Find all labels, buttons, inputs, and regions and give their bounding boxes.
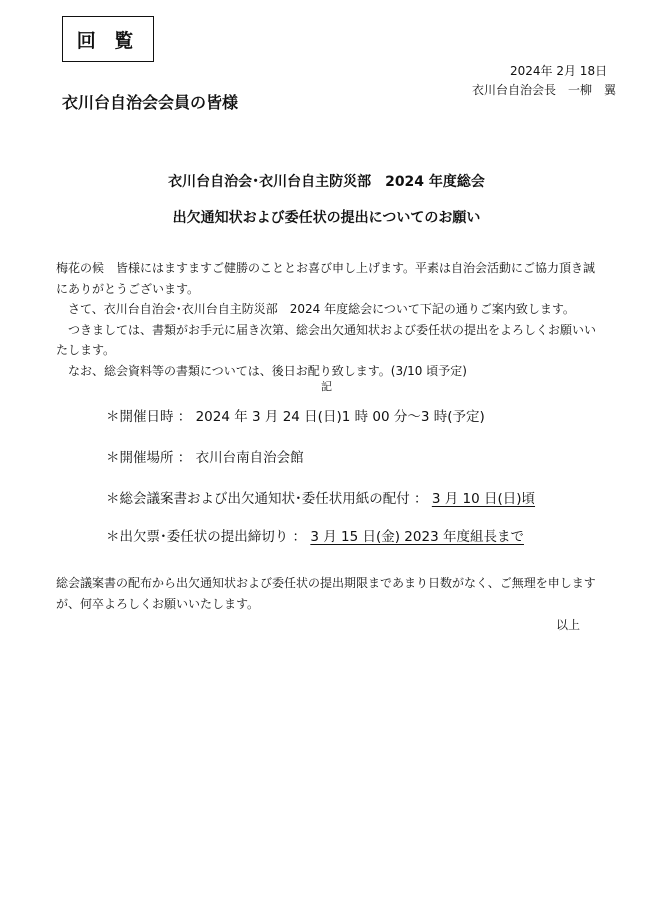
circulation-stamp [62, 16, 154, 62]
circulation-label: 回 覧 [76, 29, 140, 52]
notice-title-line2: 出欠通知状および委任状の提出についてのお願い [172, 210, 481, 226]
item-label: ＊出欠票･委任状の提出締切り [106, 529, 289, 545]
end-mark: 以上 [556, 618, 581, 632]
item-separator: ： [173, 450, 196, 466]
body-paragraph-materials: なお、総会資料等の書類については、後日お配り致します。(3/10 頃予定) [68, 363, 467, 378]
closing-paragraph [56, 573, 596, 615]
document-date: 2024年 2月 18日 [510, 64, 608, 78]
item-separator: ： [409, 491, 432, 507]
item-label: ＊開催場所 [106, 450, 174, 466]
item-value: 衣川台南自治会館 [195, 450, 304, 466]
ki-heading: 記 [321, 380, 332, 393]
body-paragraph-greeting: 梅花の候 皆様にはますますご健勝のこととお喜び申し上げます。平素は自治会活動にご協力頂き誠にありがとうございます。 [56, 261, 596, 296]
item-value: 3 月 10 日(日)頃 [431, 491, 536, 507]
item-value: 3 月 15 日(金) 2023 年度組長まで [310, 529, 524, 545]
item-label: ＊開催日時 [106, 409, 174, 425]
body-text [56, 258, 596, 381]
item-meeting-datetime [106, 405, 485, 425]
item-label: ＊総会議案書および出欠通知状･委任状用紙の配付 [106, 491, 410, 507]
item-separator: ： [288, 529, 311, 545]
item-value: 2024 年 3 月 24 日(日)1 時 00 分～3 時(予定) [195, 409, 485, 425]
closing-text: 総会議案書の配布から出欠通知状および委任状の提出期限まであまり日数がなく、ご無理を申しますが、何卒よろしくお願いいたします。 [56, 576, 596, 611]
sender-name: 衣川台自治会長 一柳 翼 [472, 83, 617, 97]
body-paragraph-announcement: さて、衣川台自治会･衣川台自主防災部 2024 年度総会について下記の通りご案内致します。 [68, 302, 575, 316]
item-document-distribution [106, 487, 535, 507]
item-meeting-venue [106, 446, 304, 466]
body-paragraph-request: つきましては、書類がお手元に届き次第、総会出欠通知状および委任状の提出をよろしくお願いいたします。 [56, 322, 597, 357]
item-submission-deadline [106, 525, 524, 545]
notice-title-line1: 衣川台自治会･衣川台自主防災部 2024 年度総会 [168, 174, 485, 190]
item-separator: ： [173, 409, 196, 425]
addressee: 衣川台自治会会員の皆様 [62, 93, 239, 112]
